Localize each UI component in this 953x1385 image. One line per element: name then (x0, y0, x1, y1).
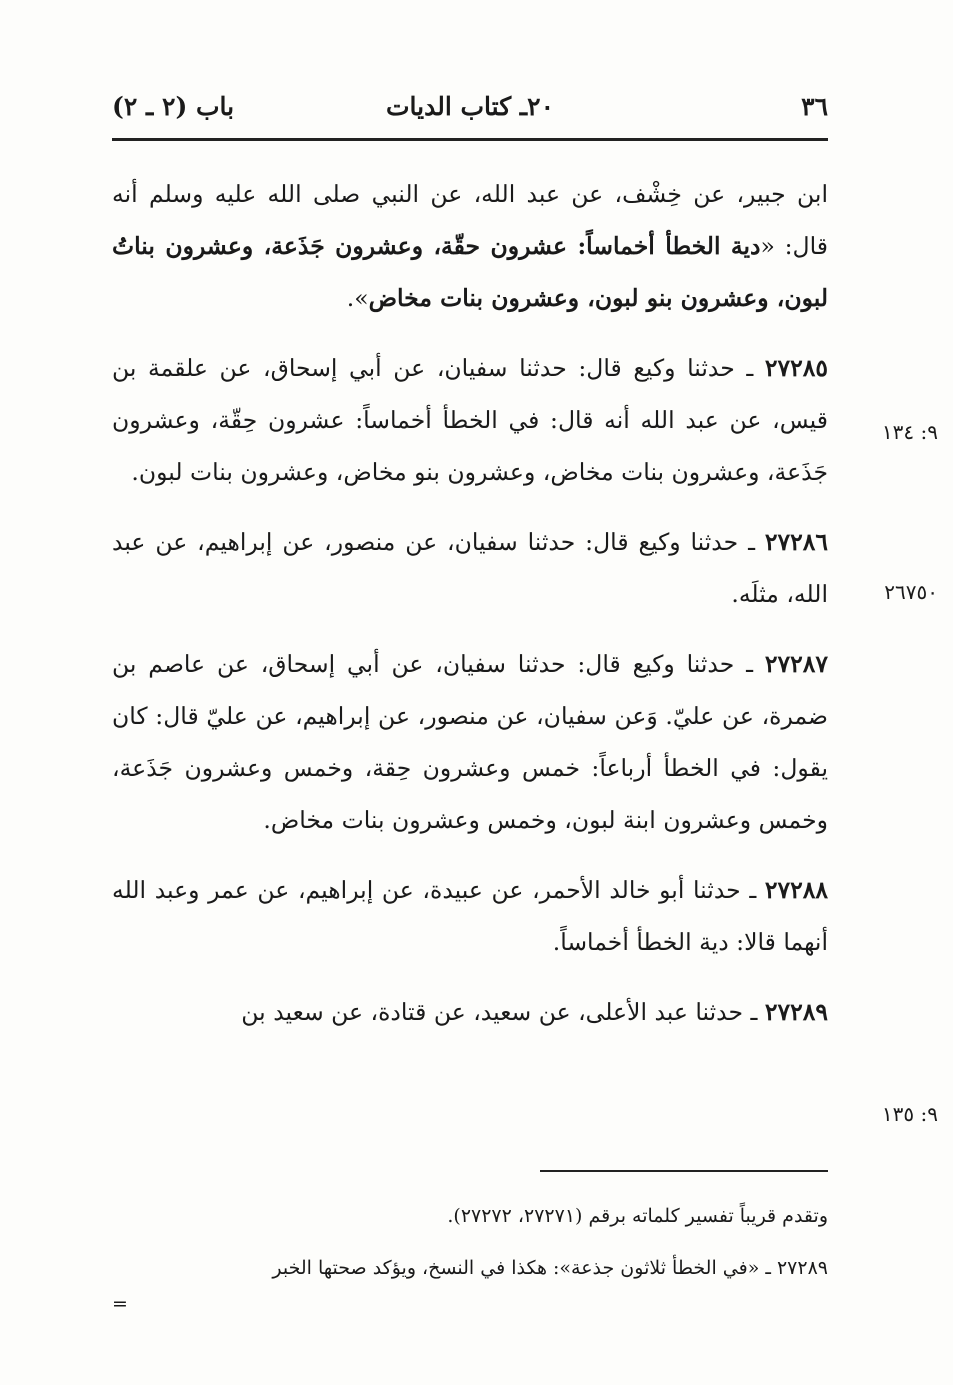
chapter-title: ٢٠ـ كتاب الديات (386, 92, 554, 121)
footnotes (112, 1190, 828, 1314)
section-reference: باب (٢ ـ ٢) (112, 92, 235, 121)
paragraph-text: ابن جبير، عن خِشْف، عن عبد الله، عن النبي صلى الله عليه وسلم أنه قال: « (112, 180, 829, 260)
margin-note-hadith-ref: ٢٦٧٥٠ (884, 580, 938, 604)
footnote: وتقدم قريباً تفسير كلماته برقم (٢٧٢٧١، ٢٧٢٧٢). (447, 1205, 828, 1227)
quoted-hadith-text: دية الخطأ أخماساً: عشرون حقّة، وعشرون جَذَعة، وعشرون بناتُ لبون، وعشرون بنو لبون، وعشرون بنات مخاض (112, 232, 828, 312)
hadith-paragraph (112, 986, 828, 1038)
paragraph-text: ». (346, 284, 369, 312)
hadith-number: ٢٧٢٨٩ (764, 998, 828, 1026)
hadith-paragraph (112, 516, 828, 620)
hadith-number: ٢٧٢٨٦ (764, 528, 828, 556)
hadith-paragraph (112, 864, 828, 968)
hadith-text: ـ حدثنا أبو خالد الأحمر، عن عبيدة، عن إبراهيم، عن عمر وعبد الله أنهما قالا: دية الخطأ أخماساً. (112, 876, 828, 956)
hadith-text: ـ حدثنا وكيع قال: حدثنا سفيان، عن منصور، عن إبراهيم، عن عبد الله، مثلَه. (112, 528, 828, 608)
hadith-paragraph (112, 342, 828, 498)
hadith-text: ـ حدثنا عبد الأعلى، عن سعيد، عن قتادة، عن سعيد بن (241, 998, 765, 1026)
main-text (112, 168, 828, 1056)
hadith-text: ـ حدثنا وكيع قال: حدثنا سفيان، عن أبي إسحاق، عن عاصم بن ضمرة، عن عليّ. وَعن سفيان، عن منصور، عن إبراهيم، عن عليّ قال: كان يقول: في الخطأ أرباعاً: خمس وعشرون حِقة، وخمس وعشرون جَذَعة، وخمس وعشرون ابنة لبون، وخمس وعشرون بنات مخاض. (112, 650, 828, 834)
margin-note-volume-ref: ٩: ١٣٥ (881, 1102, 938, 1126)
page-number: ٣٦ (801, 92, 828, 121)
page-header (112, 88, 828, 132)
continuation-mark: = (112, 1293, 128, 1315)
hadith-paragraph (112, 638, 828, 846)
hadith-number: ٢٧٢٨٨ (764, 876, 828, 904)
hadith-number: ٢٧٢٨٥ (764, 354, 828, 382)
header-rule (112, 138, 828, 141)
margin-note-volume-ref: ٩: ١٣٤ (881, 420, 938, 444)
footnote-rule (540, 1170, 828, 1172)
paragraph-continued (112, 168, 828, 324)
hadith-text: ـ حدثنا وكيع قال: حدثنا سفيان، عن أبي إسحاق، عن علقمة بن قيس، عن عبد الله أنه قال: في الخطأ أخماساً: عشرون حِقّة، وعشرون جَذَعة، وعشرون بنات مخاض، وعشرون بنو مخاض، وعشرون بنات لبون. (112, 354, 828, 486)
footnote: ٢٧٢٨٩ ـ «في الخطأ ثلاثون جذعة»: هكذا في النسخ، ويؤكد صحتها الخبر (272, 1257, 828, 1279)
hadith-number: ٢٧٢٨٧ (764, 650, 828, 678)
